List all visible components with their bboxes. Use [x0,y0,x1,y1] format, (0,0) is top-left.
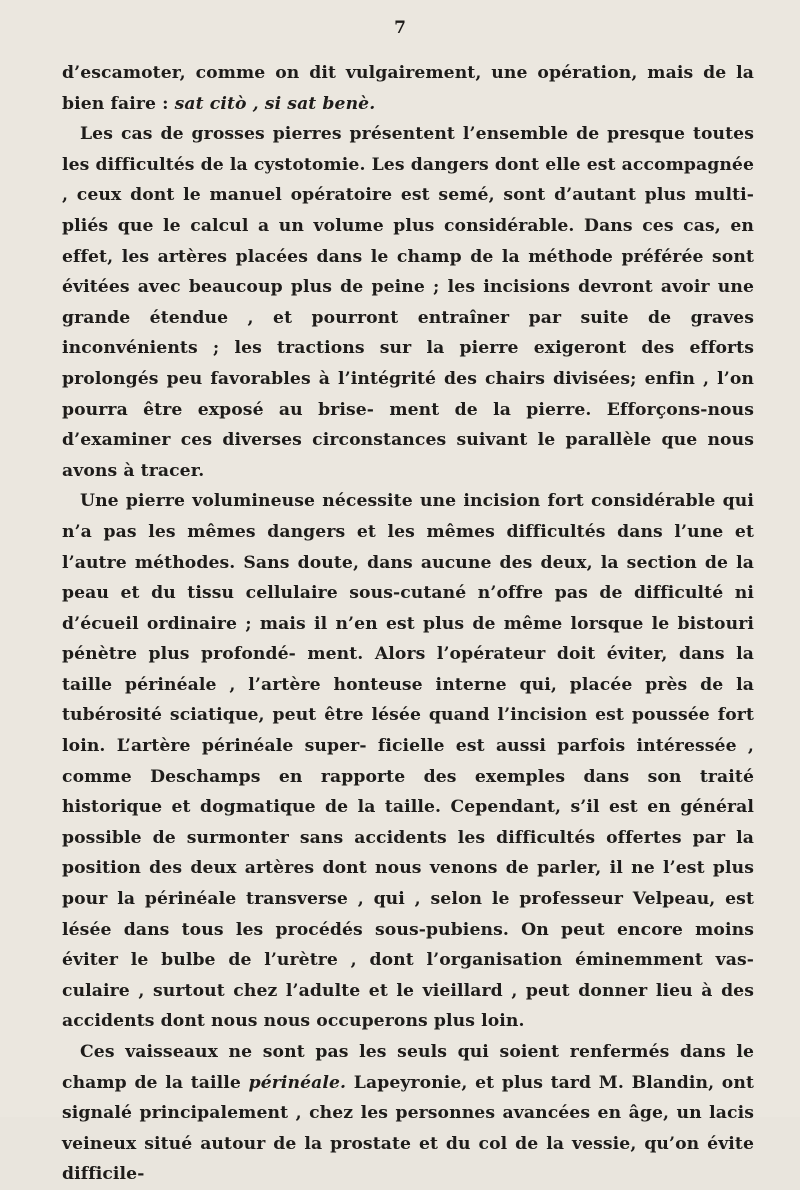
italic-term: périnéale. [248,1072,347,1093]
body-text [62,58,754,1190]
paragraph-1 [62,58,754,119]
paragraph-2-text: Les cas de grosses pierres présentent l’ensemble de presque toutes les difficultés de la cystotomie. Les dangers dont elle est accompagnée , ceux dont le manuel opératoire est semé, sont d’autant plus multi- pliés que le calcul a un volume plus considérable. Dans ces cas, en effet, les artères placées dans le champ de la méthode préférée sont évitées avec beaucoup plus de peine ; les incisions devront avoir une grande étendue , et pourront entraîner par suite de graves inconvénients ; les tractions sur la pierre exigeront des efforts prolongés peu favorables à l’intégrité des chairs divisées; enfin , l’on pourra être exposé au brise- ment de la pierre. Efforçons-nous d’examiner ces diverses circonstances suivant le parallèle que nous avons à tracer. [62,124,754,481]
paragraph-4-text-b: Lapeyronie, et plus tard M. Blandin, ont signalé principalement , chez les personnes avancées en âge, un lacis veineux situé autour de la prostate et du col de la vessie, qu’on évite difficile- [62,1072,754,1185]
paragraph-4-text-a: Ces vaisseaux ne sont pas les seuls qui soient renfermés dans le champ de la taille [62,1042,754,1093]
paragraph-3 [62,486,754,1037]
paragraph-1-text: d’escamoter, comme on dit vulgairement, une opération, mais de la bien faire : [62,63,754,114]
paragraph-3-text: Une pierre volumineuse nécessite une incision fort considérable qui n’a pas les mêmes dangers et les mêmes difficultés dans l’une et l’autre méthodes. Sans doute, dans aucune des deux, la section de la peau et du tissu cellulaire sous-cutané n’offre pas de difficulté ni d’écueil ordinaire ; mais il n’en est plus de même lorsque le bistouri pénètre plus profondé- ment. Alors l’opérateur doit éviter, dans la taille périnéale , l’artère honteuse interne qui, placée près de la tubérosité sciatique, peut être lésée quand l’incision est poussée fort loin. L’artère périnéale super- ficielle est aussi parfois intéressée , comme Deschamps en rapporte des exemples dans son traité historique et dogmatique de la taille. Cependant, s’il est en général possible de surmonter sans accidents les difficultés offertes par la position des deux artères dont nous venons de parler, il ne l’est plus pour la périnéale transverse , qui , selon le professeur Velpeau, est lésée dans tous les procédés sous-pubiens. On peut encore moins éviter le bulbe de l’urètre , dont l’organisation éminemment vas- culaire , surtout chez l’adulte et le vieillard , peut donner lieu à des accidents dont nous nous occuperons plus loin. [62,491,754,1032]
latin-quote: sat citò , si sat benè. [174,93,376,114]
page-number: 7 [394,18,406,38]
paragraph-2 [62,119,754,486]
paragraph-4 [62,1037,754,1190]
